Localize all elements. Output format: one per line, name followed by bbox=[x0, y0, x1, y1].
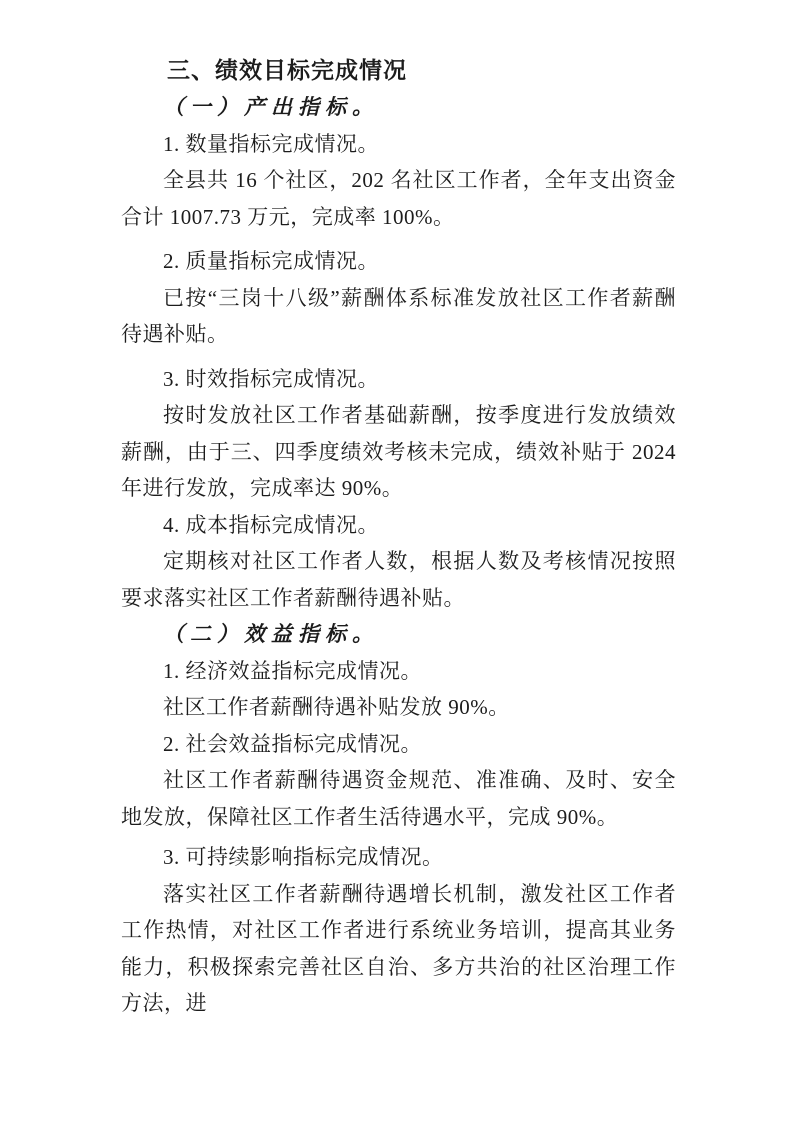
paragraph-quality-detail: 已按“三岗十八级”薪酬体系标准发放社区工作者薪酬待遇补贴。 bbox=[121, 285, 676, 346]
paragraph-social-detail: 社区工作者薪酬待遇资金规范、准准确、及时、安全地发放，保障社区工作者生活待遇水平，完成 90%。 bbox=[121, 768, 676, 829]
indicator-item-cost: 4. 成本指标完成情况。 bbox=[163, 512, 379, 537]
indicator-item-sustainability: 3. 可持续影响指标完成情况。 bbox=[163, 845, 444, 869]
paragraph-quantity-detail: 全县共 16 个社区，202 名社区工作者，全年支出资金合计 1007.73 万元，完成率 100%。 bbox=[121, 168, 676, 229]
indicator-item-economic: 1. 经济效益指标完成情况。 bbox=[163, 658, 422, 683]
subsection-heading-benefit: （二）效益指标。 bbox=[163, 622, 379, 646]
subsection-heading-output: （一）产出指标。 bbox=[163, 95, 379, 119]
section-heading: 三、绩效目标完成情况 bbox=[167, 57, 407, 83]
indicator-item-quality: 2. 质量指标完成情况。 bbox=[163, 249, 379, 273]
paragraph-economic-detail: 社区工作者薪酬待遇补贴发放 90%。 bbox=[163, 695, 510, 719]
paragraph-sustainability-detail: 落实社区工作者薪酬待遇增长机制，激发社区工作者工作热情，对社区工作者进行系统业务培训，提高其业务能力，积极探索完善社区自治、多方共治的社区治理工作方法，进 bbox=[121, 881, 676, 1015]
paragraph-timeliness-detail: 按时发放社区工作者基础薪酬，按季度进行发放绩效薪酬，由于三、四季度绩效考核未完成，绩效补贴于 2024 年进行发放，完成率达 90%。 bbox=[121, 403, 676, 500]
indicator-item-timeliness: 3. 时效指标完成情况。 bbox=[163, 366, 379, 391]
paragraph-cost-detail: 定期核对社区工作者人数，根据人数及考核情况按照要求落实社区工作者薪酬待遇补贴。 bbox=[121, 549, 676, 610]
indicator-item-quantity: 1. 数量指标完成情况。 bbox=[163, 131, 379, 156]
indicator-item-social: 2. 社会效益指标完成情况。 bbox=[163, 731, 422, 756]
